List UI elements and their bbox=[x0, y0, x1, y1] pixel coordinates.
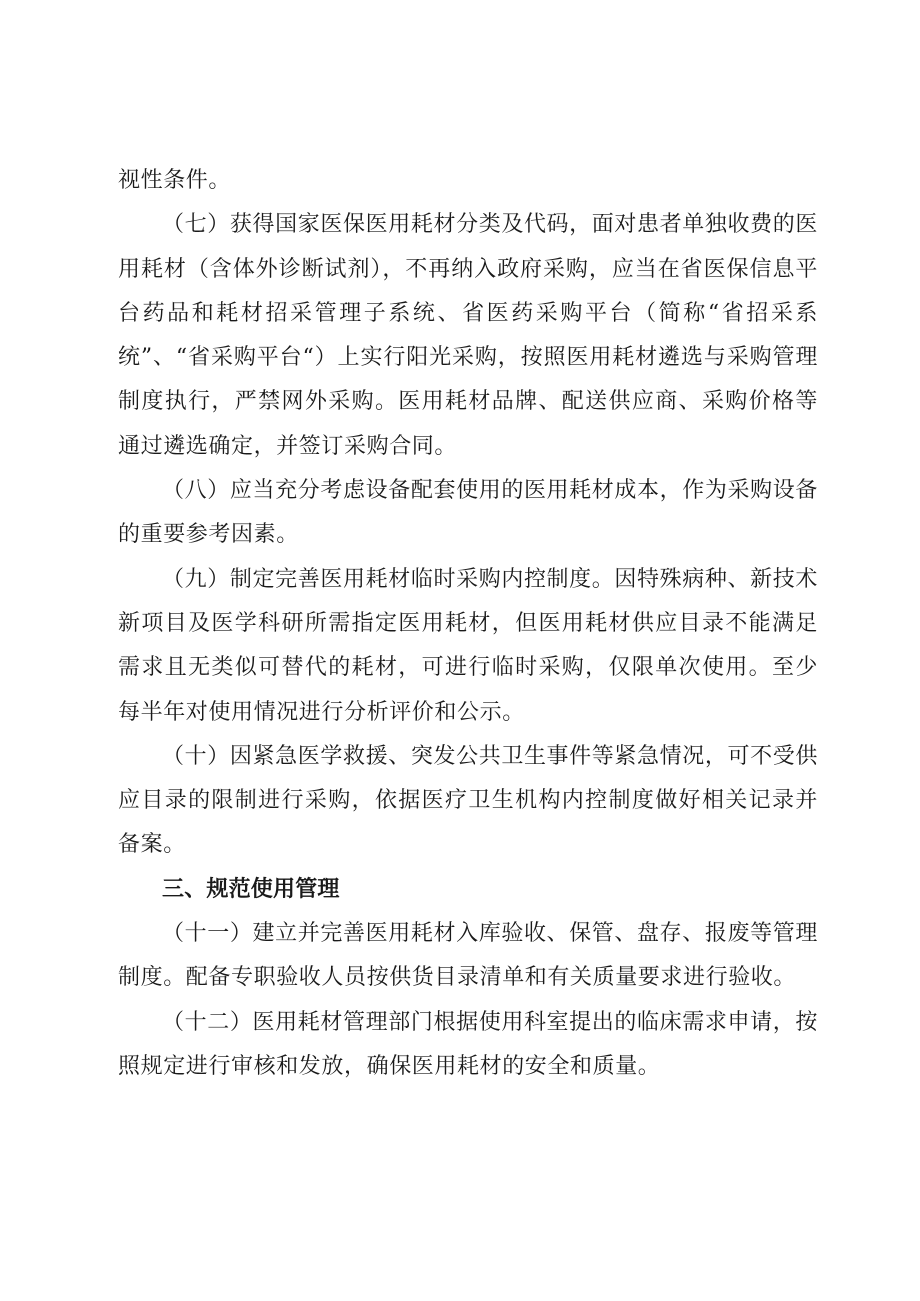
document-body bbox=[118, 159, 818, 1089]
paragraph-item-7: （七）获得国家医保医用耗材分类及代码，面对患者单独收费的医用耗材（含体外诊断试剂），不再纳入政府采购，应当在省医保信息平台药品和耗材招采管理子系统、省医药采购平台（简称“省招采系统”、“省采购平台“）上实行阳光采购，按照医用耗材遴选与采购管理制度执行，严禁网外采购。医用耗材品牌、配送供应商、采购价格等通过遴选确定，并签订采购合同。 bbox=[118, 212, 818, 459]
section-heading: 三、规范使用管理 bbox=[162, 876, 340, 902]
paragraph-item-12: （十二）医用耗材管理部门根据使用科室提出的临床需求申请，按照规定进行审核和发放，确保医用耗材的安全和质量。 bbox=[118, 1009, 818, 1079]
continuation-paragraph: 视性条件。 bbox=[118, 168, 232, 193]
paragraph-item-10: （十）因紧急医学救援、突发公共卫生事件等紧急情况，可不受供应目录的限制进行采购，依据医疗卫生机构内控制度做好相关记录并备案。 bbox=[118, 743, 818, 858]
paragraph-item-8: （八）应当充分考虑设备配套使用的医用耗材成本，作为采购设备的重要参考因素。 bbox=[118, 478, 818, 548]
paragraph-item-9: （九）制定完善医用耗材临时采购内控制度。因特殊病种、新技术新项目及医学科研所需指定医用耗材，但医用耗材供应目录不能满足需求且无类似可替代的耗材，可进行临时采购，仅限单次使用。至少每半年对使用情况进行分析评价和公示。 bbox=[118, 566, 818, 725]
paragraph-item-11: （十一）建立并完善医用耗材入库验收、保管、盘存、报废等管理制度。配备专职验收人员按供货目录清单和有关质量要求进行验收。 bbox=[118, 921, 818, 991]
